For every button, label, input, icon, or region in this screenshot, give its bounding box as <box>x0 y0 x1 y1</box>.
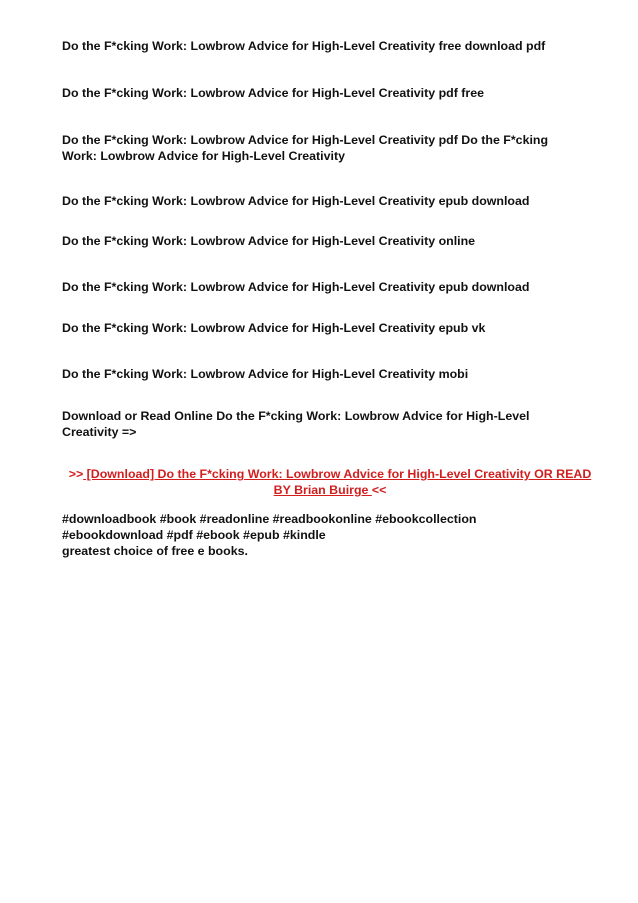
hashtags-line-2: #ebookdownload #pdf #ebook #epub #kindle <box>62 528 326 542</box>
text-line-epub-download-repeat: Do the F*cking Work: Lowbrow Advice for High-Level Creativity epub download <box>62 280 530 294</box>
download-link-paragraph <box>62 466 598 498</box>
text-line-mobi: Do the F*cking Work: Lowbrow Advice for High-Level Creativity mobi <box>62 367 469 381</box>
hashtags-section <box>62 511 582 559</box>
download-or-read-online-text: Download or Read Online Do the F*cking Work: Lowbrow Advice for High-Level Creativity => <box>62 409 530 439</box>
text-line-epub-download: Do the F*cking Work: Lowbrow Advice for High-Level Creativity epub download <box>62 194 530 208</box>
text-line-free-download-pdf: Do the F*cking Work: Lowbrow Advice for High-Level Creativity free download pdf <box>62 39 546 53</box>
text-line-pdf-title-repeat: Do the F*cking Work: Lowbrow Advice for High-Level Creativity pdf Do the F*cking Work: Lowbrow Advice for High-Level Creativity <box>62 133 549 163</box>
download-book-link[interactable]: [Download] Do the F*cking Work: Lowbrow Advice for High-Level Creativity OR READ BY Brian Buirge <box>83 467 592 497</box>
text-line-online: Do the F*cking Work: Lowbrow Advice for High-Level Creativity online <box>62 234 476 248</box>
hashtags-line-1: #downloadbook #book #readonline #readbookonline #ebookcollection <box>62 512 477 526</box>
text-line-pdf-free: Do the F*cking Work: Lowbrow Advice for High-Level Creativity pdf free <box>62 86 485 100</box>
download-suffix: << <box>371 483 387 497</box>
text-line-epub-vk: Do the F*cking Work: Lowbrow Advice for High-Level Creativity epub vk <box>62 321 486 335</box>
hashtags-line-3: greatest choice of free e books. <box>62 544 248 558</box>
download-prefix: >> <box>68 467 84 481</box>
